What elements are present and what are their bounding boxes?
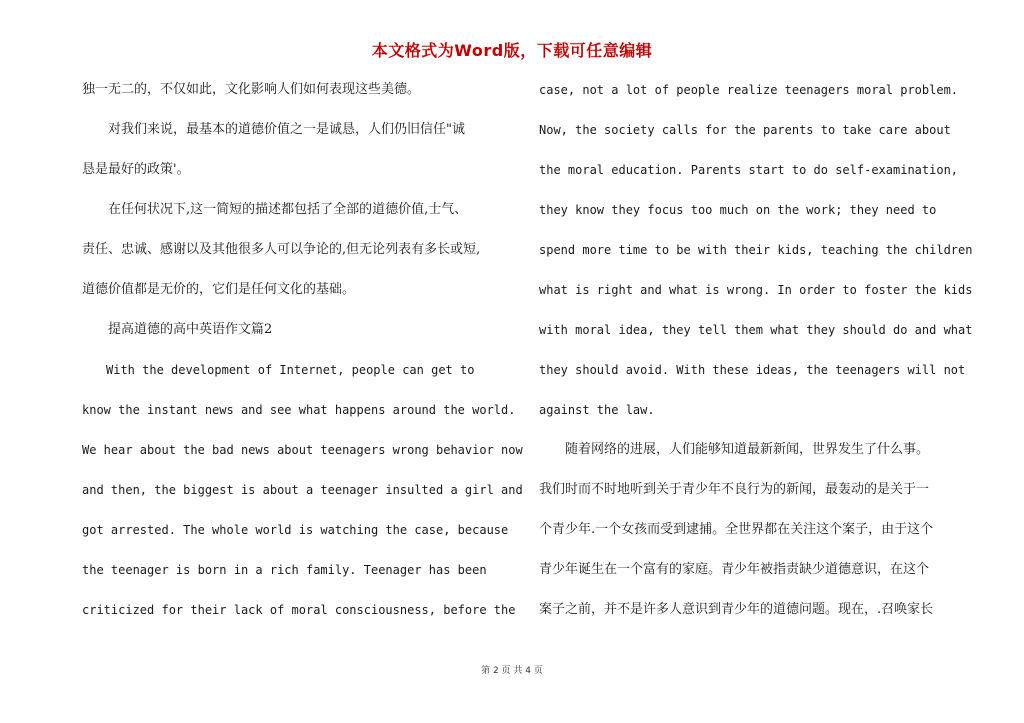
text-line: 随着网络的进展，人们能够知道最新新闻，世界发生了什么事。 (539, 442, 930, 457)
text-line: against the law. (539, 403, 655, 417)
text-line: know the instant news and see what happens around the world. (82, 403, 516, 417)
text-line: 恳是最好的政策'。 (82, 162, 190, 177)
page-number-footer: 第 2 页 共 4 页 (481, 666, 543, 676)
text-line: criticized for their lack of moral consciousness, before the (82, 603, 516, 617)
text-line: case, not a lot of people realize teenagers moral problem. (539, 83, 959, 97)
text-line: they should avoid. With these ideas, the teenagers will not (539, 363, 966, 377)
text-line: and then, the biggest is about a teenager insulted a girl and (82, 483, 523, 497)
text-line: 案子之前，并不是许多人意识到青少年的道德问题。现在，.召唤家长 (539, 602, 934, 617)
text-line: 道德价值都是无价的，它们是任何文化的基础。 (82, 282, 356, 297)
text-line: 个青少年.一个女孩而受到逮捕。全世界都在关注这个案子，由于这个 (539, 522, 934, 537)
section-heading: 提高道德的高中英语作文篇2 (82, 322, 273, 337)
text-line: 独一无二的，不仅如此，文化影响人们如何表现这些美德。 (82, 82, 421, 97)
text-line: the moral education. Parents start to do self-examination, (539, 163, 959, 177)
text-line: We hear about the bad news about teenagers wrong behavior now (82, 443, 523, 457)
text-line: the teenager is born in a rich family. Teenager has been (82, 563, 487, 577)
text-line: they know they focus too much on the work; they need to (539, 203, 937, 217)
text-line: 在任何状况下,这一简短的描述都包括了全部的道德价值,士气、 (82, 202, 468, 217)
text-line: Now, the society calls for the parents to take care about (539, 123, 951, 137)
text-line: 我们时而不时地听到关于青少年不良行为的新闻，最轰动的是关于一 (539, 482, 930, 497)
text-line: spend more time to be with their kids, teaching the children (539, 243, 973, 257)
text-line: got arrested. The whole world is watching the case, because (82, 523, 509, 537)
text-line: with moral idea, they tell them what they should do and what (539, 323, 973, 337)
text-line: 对我们来说，最基本的道德价值之一是诚恳，人们仍旧信任"诚 (82, 122, 465, 137)
document-banner: 本文格式为Word版，下载可任意编辑 (371, 41, 653, 60)
text-line: 责任、忠诚、感谢以及其他很多人可以争论的,但无论列表有多长或短, (82, 242, 481, 257)
text-line: 青少年诞生在一个富有的家庭。青少年被指责缺少道德意识，在这个 (539, 562, 930, 577)
text-line: what is right and what is wrong. In order to foster the kids (539, 283, 973, 297)
text-line: With the development of Internet, people can get to (82, 363, 475, 377)
